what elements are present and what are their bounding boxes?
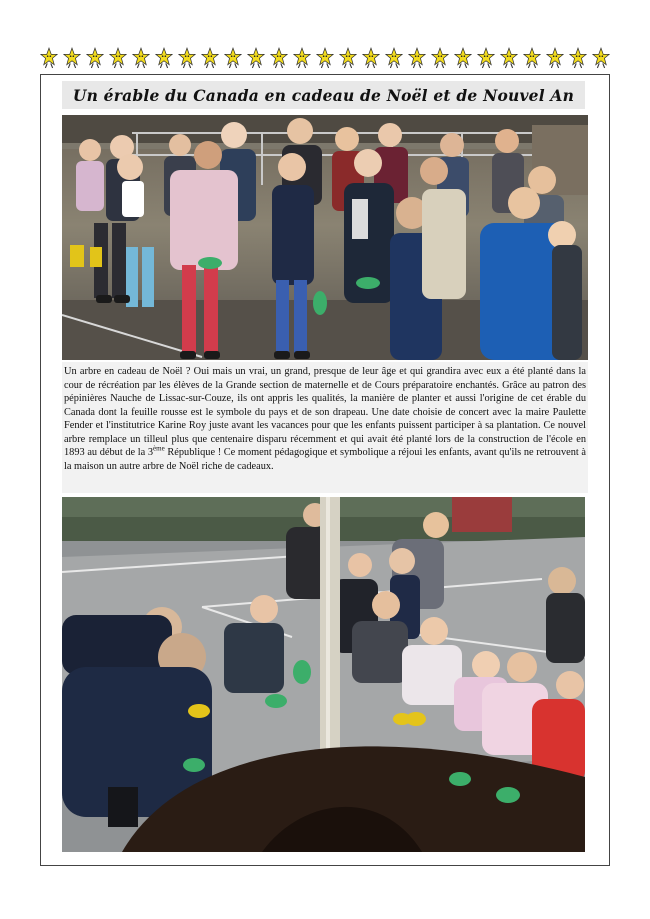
article-body — [62, 362, 588, 493]
yellow-star-figure-icon — [431, 47, 449, 69]
yellow-star-figure-icon — [109, 47, 127, 69]
planting-photo-image — [62, 497, 585, 852]
yellow-star-figure-icon — [63, 47, 81, 69]
yellow-star-figure-icon — [523, 47, 541, 69]
article-text-end: République ! Ce moment pédagogique et symbolique a réjoui les enfants, avant qu'ils ne retrouvent à la maison un autre arbre de Noël riche de cadeaux. — [64, 447, 586, 472]
yellow-star-figure-icon — [178, 47, 196, 69]
yellow-star-figure-icon — [247, 47, 265, 69]
yellow-star-figure-icon — [569, 47, 587, 69]
yellow-star-figure-icon — [385, 47, 403, 69]
yellow-star-figure-icon — [86, 47, 104, 69]
yellow-star-figure-icon — [201, 47, 219, 69]
yellow-star-figure-icon — [546, 47, 564, 69]
yellow-star-figure-icon — [477, 47, 495, 69]
group-photo-image — [62, 115, 588, 360]
yellow-star-figure-icon — [224, 47, 242, 69]
yellow-star-figure-icon — [592, 47, 610, 69]
planting-photo — [62, 497, 585, 852]
star-border-row — [40, 45, 610, 71]
yellow-star-figure-icon — [40, 47, 58, 69]
article-ordinal-suffix: ème — [153, 444, 165, 453]
yellow-star-figure-icon — [155, 47, 173, 69]
yellow-star-figure-icon — [454, 47, 472, 69]
yellow-star-figure-icon — [293, 47, 311, 69]
yellow-star-figure-icon — [362, 47, 380, 69]
title-banner — [62, 81, 585, 109]
article-text-main: Un arbre en cadeau de Noël ? Oui mais un vrai, un grand, presque de leur âge et qui grandira avec eux a été planté dans la cour de récréation par les élèves de la Grande section de maternelle et de Cours préparatoire enchantés. Grâce au patron des pépinières Nauche de Lissac-sur-Couze, ils ont appris les qualités, la manière de planter et aussi l'origine de cet érable du Canada dont la feuille rousse est le symbole du pays et de son drapeau. Une date choisie de concert avec la maire Paulette Fender et l'institutrice Karine Roy juste avant les vacances pour que les enfants puissent participer à sa plantation. Ce nouvel arbre remplace un tilleul plus que centenaire disparu récemment et qui avait été planté lors de la construction de l'école en 1893 au début de la 3 — [64, 366, 586, 458]
yellow-star-figure-icon — [316, 47, 334, 69]
yellow-star-figure-icon — [500, 47, 518, 69]
article-paragraph — [62, 362, 588, 473]
yellow-star-figure-icon — [339, 47, 357, 69]
yellow-star-figure-icon — [132, 47, 150, 69]
page-title: Un érable du Canada en cadeau de Noël et de Nouvel An — [72, 85, 575, 105]
group-photo — [62, 115, 588, 360]
yellow-star-figure-icon — [408, 47, 426, 69]
yellow-star-figure-icon — [270, 47, 288, 69]
